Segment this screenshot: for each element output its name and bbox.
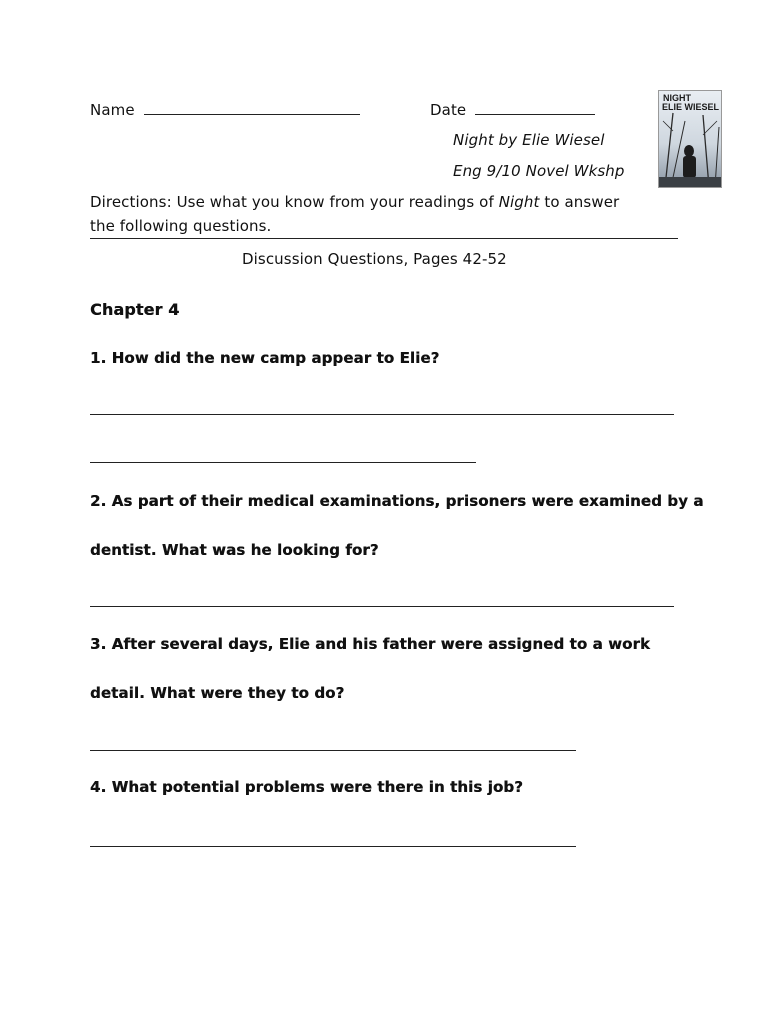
- book-title: Night by Elie Wiesel: [453, 131, 605, 149]
- answer-line[interactable]: [90, 846, 576, 847]
- question-4: 4. What potential problems were there in this job?: [90, 778, 523, 796]
- course-name: Eng 9/10 Novel Wkshp: [453, 162, 625, 180]
- answer-line[interactable]: [90, 750, 576, 751]
- question-3-line-2: detail. What were they to do?: [90, 684, 345, 702]
- question-2-line-2: dentist. What was he looking for?: [90, 541, 379, 559]
- name-label: Name: [90, 101, 135, 119]
- name-field[interactable]: [90, 100, 360, 119]
- date-label: Date: [430, 101, 467, 119]
- chapter-heading: Chapter 4: [90, 300, 180, 319]
- answer-line[interactable]: [90, 414, 674, 415]
- cover-illustration: [659, 91, 721, 187]
- answer-line[interactable]: [90, 462, 476, 463]
- cover-author: ELIE WIESEL: [662, 102, 720, 112]
- book-cover-image: [658, 90, 722, 188]
- directions-line-2: the following questions.: [90, 217, 272, 235]
- section-title: Discussion Questions, Pages 42-52: [242, 250, 507, 268]
- question-2: 2. As part of their medical examinations, prisoners were examined by a: [90, 492, 704, 510]
- name-blank[interactable]: [144, 100, 360, 115]
- directions-book-title: Night: [498, 193, 540, 211]
- answer-line[interactable]: [90, 606, 674, 607]
- question-3: 3. After several days, Elie and his father were assigned to a work: [90, 635, 651, 653]
- divider: [90, 238, 678, 239]
- cover-title: NIGHT: [663, 93, 691, 103]
- date-blank[interactable]: [475, 100, 595, 115]
- date-field[interactable]: [430, 100, 595, 119]
- directions-text-end: to answer: [539, 193, 620, 211]
- question-1: 1. How did the new camp appear to Elie?: [90, 349, 440, 367]
- directions-text: Directions: Use what you know from your readings of: [90, 193, 499, 211]
- directions-line-1: [90, 193, 619, 211]
